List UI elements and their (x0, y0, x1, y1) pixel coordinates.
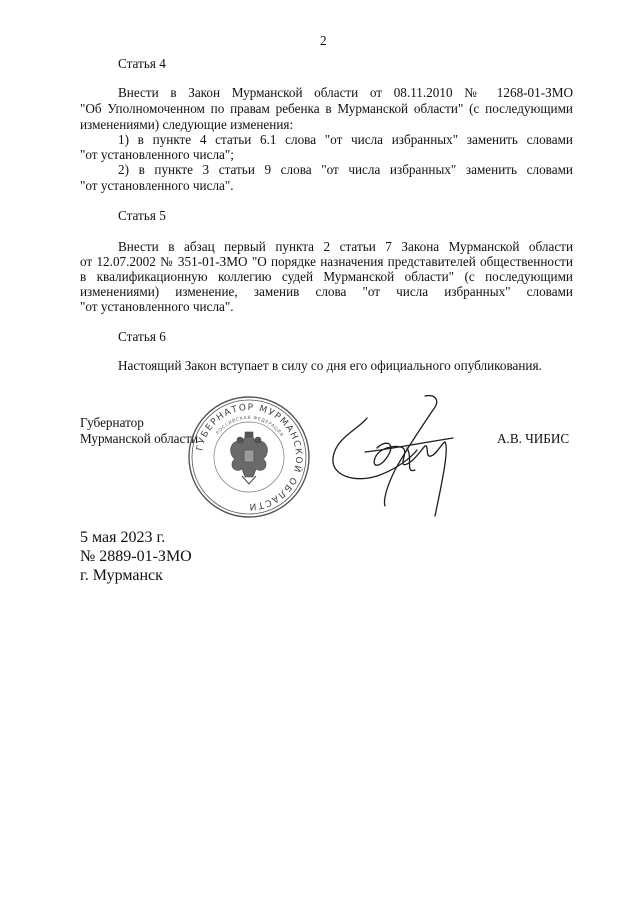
page-number: 2 (320, 33, 327, 48)
official-seal (184, 392, 314, 522)
article-4-intro-line-1: Внести в Закон Мурманской области от 08.11.2010 № 1268-01-ЗМО (118, 85, 573, 100)
article-4-item-1-line-2: "от установленного числа"; (80, 147, 234, 162)
article-4-heading: Статья 4 (118, 56, 166, 71)
signatory-position-line-2: Мурманской области (80, 431, 199, 446)
article-4-intro-line-2: "Об Уполномоченном по правам ребенка в Мурманской области" (с последующими (80, 101, 573, 116)
law-number: № 2889-01-ЗМО (80, 548, 192, 565)
article-5-line-3: в квалификационную коллегию судей Мурманской области" (с последующими (80, 269, 573, 284)
coat-of-arms-icon (231, 432, 268, 484)
article-6-body: Настоящий Закон вступает в силу со дня его официального опубликования. (118, 358, 542, 373)
article-4-item-2-line-1: 2) в пункте 3 статьи 9 слова "от числа избранных" заменить словами (118, 162, 573, 177)
signing-date: 5 мая 2023 г. (80, 529, 166, 546)
article-5-line-2: от 12.07.2002 № 351-01-ЗМО "О порядке назначения представителей общественности (80, 254, 573, 269)
article-4-intro-line-3: изменениями) следующие изменения: (80, 117, 294, 132)
signatory-name: А.В. ЧИБИС (497, 431, 570, 446)
seal-outer-text: ГУБЕРНАТОР МУРМАНСКОЙ ОБЛАСТИ (195, 402, 304, 512)
signing-city: г. Мурманск (80, 567, 163, 584)
seal-inner-text: РОССИЙСКАЯ ФЕДЕРАЦИЯ (215, 415, 284, 439)
signatory-position-line-1: Губернатор (80, 415, 144, 430)
article-4-item-2-line-2: "от установленного числа". (80, 178, 234, 193)
handwritten-signature (325, 388, 475, 528)
article-5-heading: Статья 5 (118, 208, 166, 223)
article-5-line-5: "от установленного числа". (80, 299, 234, 314)
article-5-line-4: изменениями) изменение, заменив слова "от числа избранных" словами (80, 284, 573, 299)
article-5-line-1: Внести в абзац первый пункта 2 статьи 7 Закона Мурманской области (118, 239, 573, 254)
article-6-heading: Статья 6 (118, 329, 166, 344)
article-4-item-1-line-1: 1) в пункте 4 статьи 6.1 слова "от числа избранных" заменить словами (118, 132, 573, 147)
